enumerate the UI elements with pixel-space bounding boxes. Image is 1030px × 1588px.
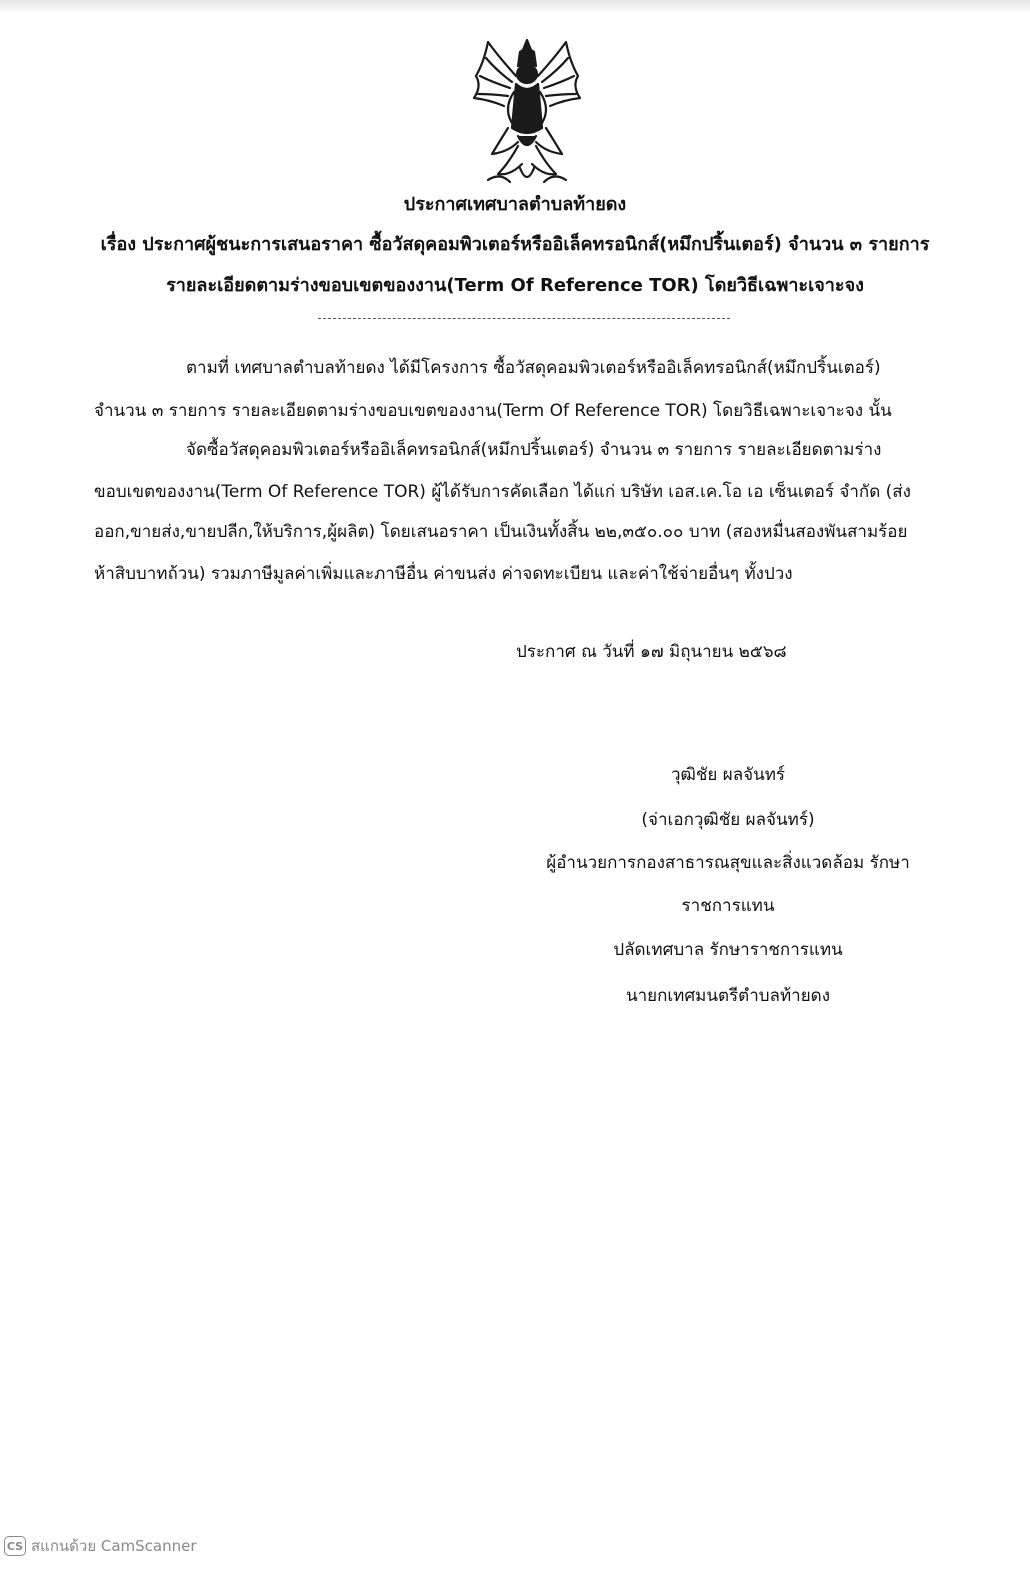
position-line-1: ผู้อำนวยการกองสาธารณสุขและสิ่งแวดล้อม รักษา bbox=[546, 853, 910, 873]
scanner-watermark bbox=[4, 1536, 197, 1556]
body-line-6: ห้าสิบบาทถ้วน) รวมภาษีมูลค่าเพิ่มและภาษีอื่น ค่าขนส่ง ค่าจดทะเบียน และค่าใช้จ่ายอื่นๆ ทั้งปวง bbox=[94, 564, 793, 584]
garuda-emblem-icon bbox=[468, 36, 586, 192]
printed-name: (จ่าเอกวุฒิชัย ผลจันทร์) bbox=[641, 810, 815, 830]
body-line-1: ตามที่ เทศบาลตำบลท้ายดง ได้มีโครงการ ซื้อวัสดุคอมพิวเตอร์หรืออิเล็คทรอนิกส์(หมึกปริ้นเตอร์) bbox=[186, 358, 881, 378]
position-line-4: นายกเทศมนตรีตำบลท้ายดง bbox=[625, 986, 831, 1006]
body-line-5: ออก,ขายส่ง,ขายปลีก,ให้บริการ,ผู้ผลิต) โดยเสนอราคา เป็นเงินทั้งสิ้น ๒๒,๓๕๐.๐๐ บาท (สองหมื่นสองพันสามร้อย bbox=[94, 522, 908, 542]
camscanner-logo-icon: CS bbox=[4, 1536, 26, 1556]
body-line-2: จำนวน ๓ รายการ รายละเอียดตามร่างขอบเขตของงาน(Term Of Reference TOR) โดยวิธีเฉพาะเจาะจง นั้น bbox=[94, 401, 892, 421]
scan-edge bbox=[0, 0, 1030, 14]
body-line-4: ขอบเขตของงาน(Term Of Reference TOR) ผู้ได้รับการคัดเลือก ได้แก่ บริษัท เอส.เค.โอ เอ เซ็นเตอร์ จำกัด (ส่ง bbox=[94, 482, 911, 502]
document-title: ประกาศเทศบาลตำบลท้ายดง bbox=[403, 194, 627, 215]
body-line-3: จัดซื้อวัสดุคอมพิวเตอร์หรืออิเล็คทรอนิกส์(หมึกปริ้นเตอร์) จำนวน ๓ รายการ รายละเอียดตามร่าง bbox=[186, 440, 882, 460]
position-line-2: ราชการแทน bbox=[681, 896, 775, 916]
subject-line-2: รายละเอียดตามร่างขอบเขตของงาน(Term Of Reference TOR) โดยวิธีเฉพาะเจาะจง bbox=[166, 275, 864, 296]
divider bbox=[318, 318, 730, 319]
signed-name: วุฒิชัย ผลจันทร์ bbox=[670, 765, 786, 785]
subject-line-1: เรื่อง ประกาศผู้ชนะการเสนอราคา ซื้อวัสดุคอมพิวเตอร์หรืออิเล็คทรอนิกส์(หมึกปริ้นเตอร์) จำนวน ๓ รายการ bbox=[100, 234, 930, 255]
scanner-text: สแกนด้วย CamScanner bbox=[31, 1537, 197, 1555]
position-line-3: ปลัดเทศบาล รักษาราชการแทน bbox=[613, 940, 843, 960]
announcement-date: ประกาศ ณ วันที่ ๑๗ มิถุนายน ๒๕๖๘ bbox=[516, 642, 787, 662]
